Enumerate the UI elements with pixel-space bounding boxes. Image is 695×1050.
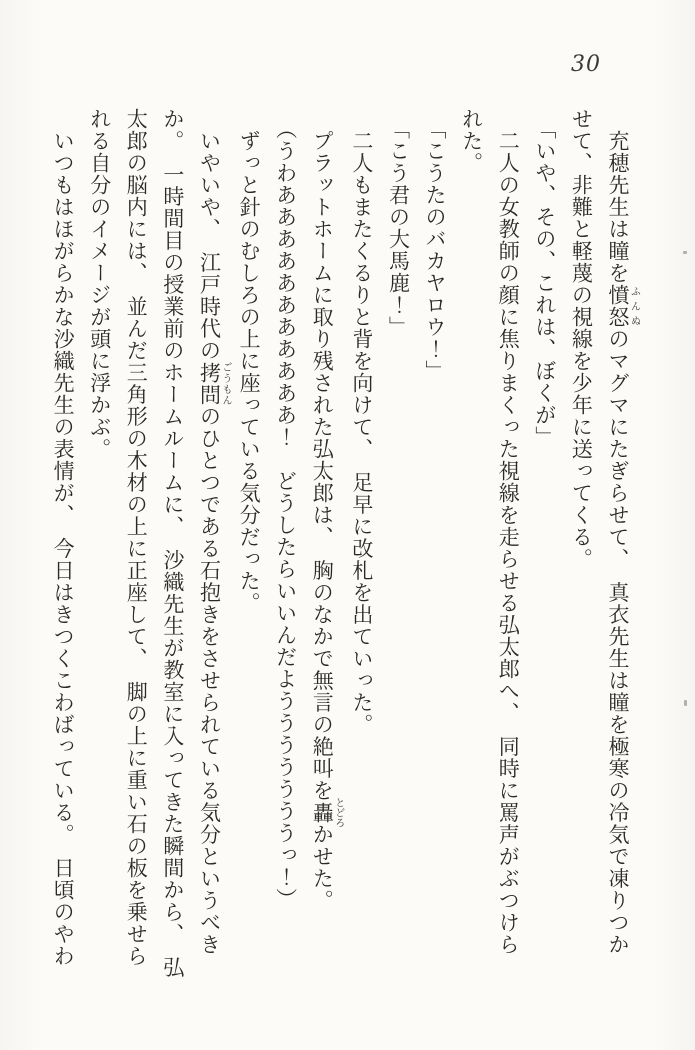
text-line: 「こうたのバカヤロウ！」 bbox=[423, 118, 448, 382]
text-line: れる自分のイメージが頭に浮かぶ。 bbox=[87, 108, 112, 460]
text-line: か。 一時間目の授業前のホームルームに、 沙織先生が教室に入ってきた瞬間から、 弘 bbox=[160, 108, 185, 979]
text-line: 太郎の脳内には、 並んだ三角形の木材の上に正座して、 脚の上に重い石の板を乗せら bbox=[124, 108, 149, 967]
text-line: 二人もまたくるりと背を向けて、 足早に改札を出ていった。 bbox=[349, 130, 374, 736]
text-line: 「こう君の大馬鹿！」 bbox=[386, 118, 411, 338]
text-line: （うわあああああああああああ！ どうしたらいいんだようううううううっ！） bbox=[273, 118, 298, 910]
scan-artifact bbox=[683, 251, 687, 254]
text-line: いつもはほがらかな沙織先生の表情が、 今日はきつくこわばっている。 日頃のやわ bbox=[51, 130, 76, 967]
text-line: 「いや、その、これは、ぼくが」 bbox=[532, 118, 557, 448]
text-line: 二人の女教師の顔に焦りまくった視線を走らせる弘太郎へ、 同時に罵声がぶつけら bbox=[496, 130, 521, 956]
text-line: ずっと針のむしろの上に座っている気分だった。 bbox=[237, 130, 262, 614]
text-line: プラットホームに取り残された弘太郎は、 胸のなかで無言の絶叫を轟とどろかせた。 bbox=[310, 130, 344, 912]
furigana-ruby: 憤怒ふんぬ bbox=[606, 284, 640, 328]
text-line: れた。 bbox=[459, 108, 484, 174]
page-number: 30 bbox=[571, 52, 601, 77]
text-line: いやいや、 江戸時代の拷問ごうもんのひとつである石抱きをさせられている気分というべき bbox=[197, 130, 231, 956]
scan-artifact bbox=[684, 700, 687, 706]
text-line: 充穂先生は瞳を憤怒ふんぬのマグマにたぎらせて、 真衣先生は瞳を極寒の冷気で凍りつか bbox=[606, 130, 640, 956]
furigana-ruby: 轟とどろ bbox=[310, 797, 344, 828]
furigana-ruby: 拷問ごうもん bbox=[197, 361, 231, 406]
text-line: せて、非難と軽蔑の視線を少年に送ってくる。 bbox=[569, 108, 594, 570]
text-block bbox=[45, 108, 640, 1022]
